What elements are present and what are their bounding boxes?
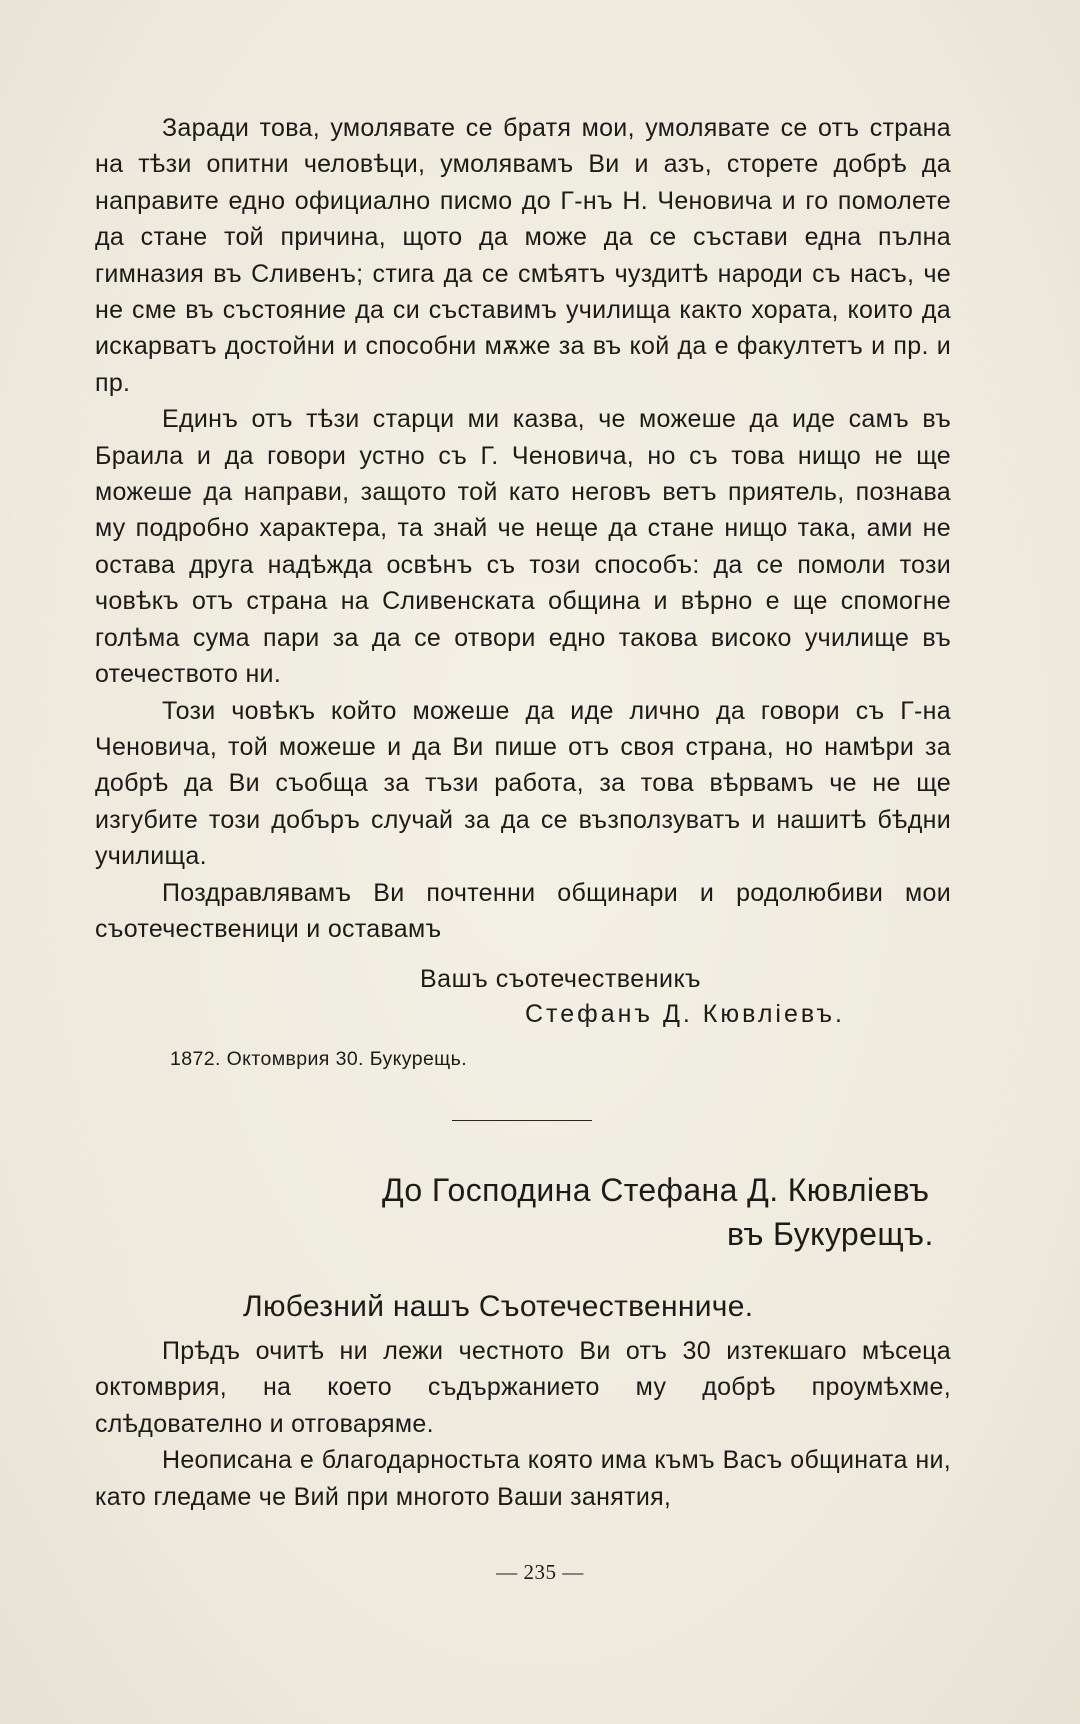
letter-dateline: 1872. Октомврия 30. Букурещь. — [170, 1048, 468, 1070]
letter-closing: Вашъ съотечественикъ — [420, 965, 702, 993]
paragraph: Прѣдъ очитѣ ни лежи честното Ви отъ 30 изтекшаго мѣсеца октомврия, на което съдържанието му добрѣ проумѣхме, слѣдователно и отговаряме. — [95, 1337, 951, 1438]
reply-address: До Господина Стефана Д. Кювлiевъ — [382, 1172, 930, 1208]
paragraph: Единъ отъ тѣзи старци ми казва, че можеше да иде самъ въ Браила и да говори устно съ Г. Ченовича, но съ това нищо не ще можеше да направи, защото той като неговъ ветъ приятель, познава му подробно характера, та знай че неще да стане нищо така, ами не остава друга надѣжда освѣнъ съ този способъ: да се помоли този човѣкъ отъ страна на Сливенската община и вѣрно е ще спомогне голѣма сума пари за да се отвори едно такова високо училище въ отечеството ни. — [95, 405, 951, 689]
reply-address-city: въ Букурещъ. — [727, 1216, 934, 1252]
page-number: — 235 — — [496, 1560, 584, 1584]
letter-body — [95, 110, 951, 947]
paragraph: Този човѣкъ който можеше да иде лично да говори съ Г-на Ченовича, той можеше и да Ви пише отъ своя страна, но намѣри за добрѣ да Ви съобща за тъзи работа, за това вѣрвамъ че не ще изгубите този добъръ случай за да се възползуватъ и нашитѣ бѣдни училища. — [95, 696, 951, 871]
paragraph: Поздравлявамъ Ви почтенни общинари и родолюбиви мои съотечественици и оставамъ — [95, 878, 951, 943]
section-separator — [452, 1120, 592, 1121]
signature-name: Стефанъ Д. Кювлiевъ. — [525, 1000, 845, 1028]
reply-salutation: Любезний нашъ Съотечественниче. — [243, 1290, 754, 1323]
reply-body — [95, 1333, 951, 1515]
paragraph: Неописана е благодарностьта която има къмъ Васъ общината ни, като гледаме че Вий при многото Ваши занятия, — [95, 1446, 951, 1511]
paragraph: Заради това, умолявате се братя мои, умолявате се отъ страна на тѣзи опитни человѣци, умолявамъ Ви и азъ, сторете добрѣ да направите едно официално писмо до Г-нъ Н. Ченовича и го помолете да стане той причина, щото да може да се състави една пълна гимназия въ Сливенъ; стига да се смѣятъ чуздитѣ народи съ насъ, че не сме въ състояние да си съставимъ училища както хората, които да искарватъ достойни и способни мѫже за въ кой да е факултетъ и пр. и пр. — [95, 114, 951, 397]
